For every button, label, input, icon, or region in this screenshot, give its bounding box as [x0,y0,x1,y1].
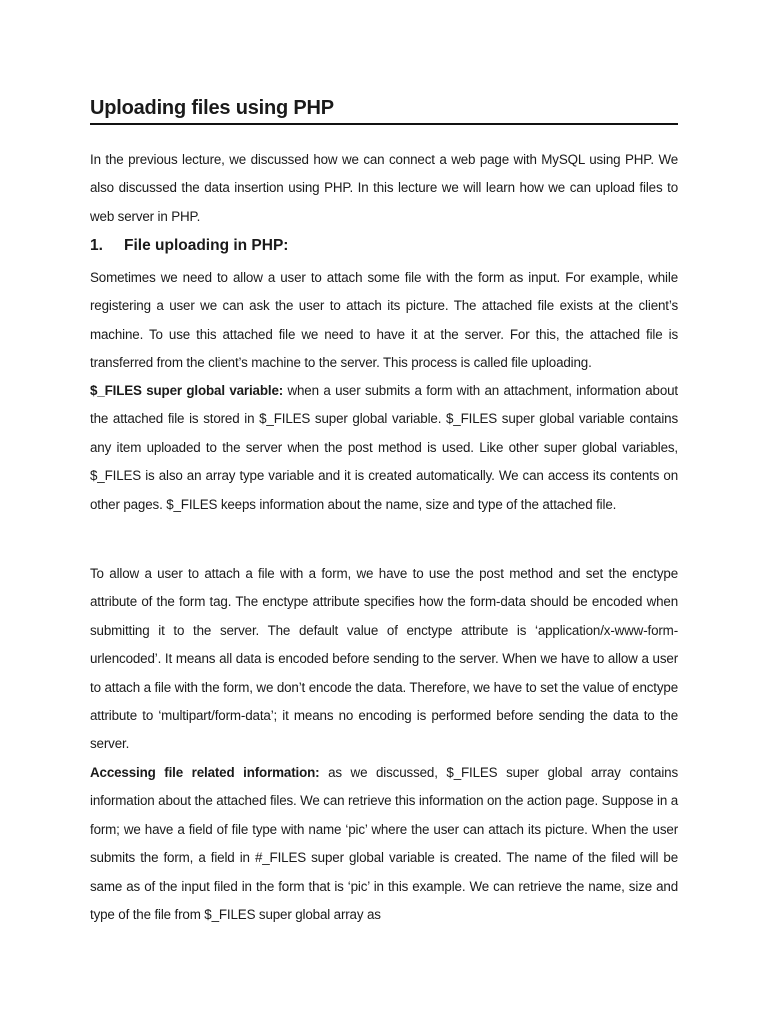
section-heading-text: File uploading in PHP: [124,237,289,254]
document-title: Uploading files using PHP [90,97,334,119]
accessing-info-text: as we discussed, $_FILES super global array contains information about the attached files. We can retrieve this information on the action page. Suppose in a form; we have a field of file type with name ‘pic’ where the user can attach its picture. When the user submits the form, a field in #_FILES super global variable is created. The name of the filed will be same as of the input filed in the form that is ‘pic’ in this example. We can retrieve the name, size and type of the file from $_FILES super global array as [90,765,679,923]
files-variable-lead: $_FILES super global variable: [90,383,284,398]
enctype-paragraph: To allow a user to attach a file with a form, we have to use the post method and set the enctype attribute of the form tag. The enctype attribute specifies how the form-data should be encoded when submitting it to the server. The default value of enctype attribute is ‘application/x-www-form-urlencoded’. It means all data is encoded before sending to the server. When we have to allow a user to attach a file with the form, we don’t encode the data. Therefore, we have to set the value of enctype attribute to ‘multipart/form-data’; it means no encoding is performed before sending the data to the server. [90,566,678,752]
file-uploading-paragraph: Sometimes we need to allow a user to attach some file with the form as input. For example, while registering a user we can ask the user to attach its picture. The attached file exists at the client’s machine. To use this attached file we need to have it at the server. For this, the attached file is transferred from the client’s machine to the server. This process is called file uploading. [90,270,678,371]
section-heading-file-uploading [90,234,678,258]
section-number: 1. [90,237,103,254]
title-underline [90,123,678,125]
files-variable-text: when a user submits a form with an attachment, information about the attached file is stored in $_FILES super global variable. $_FILES super global variable contains any item uploaded to the server when the post method is used. Like other super global variables, $_FILES is also an array type variable and it is created automatically. We can access its contents on other pages. $_FILES keeps information about the name, size and type of the attached file. [90,383,678,512]
files-variable-paragraph [90,377,678,519]
accessing-info-paragraph [90,759,678,929]
intro-paragraph: In the previous lecture, we discussed how we can connect a web page with MySQL using PHP. We also discussed the data insertion using PHP. In this lecture we will learn how we can upload files to web server in PHP. [90,152,678,224]
accessing-info-lead: Accessing file related information: [90,765,320,780]
